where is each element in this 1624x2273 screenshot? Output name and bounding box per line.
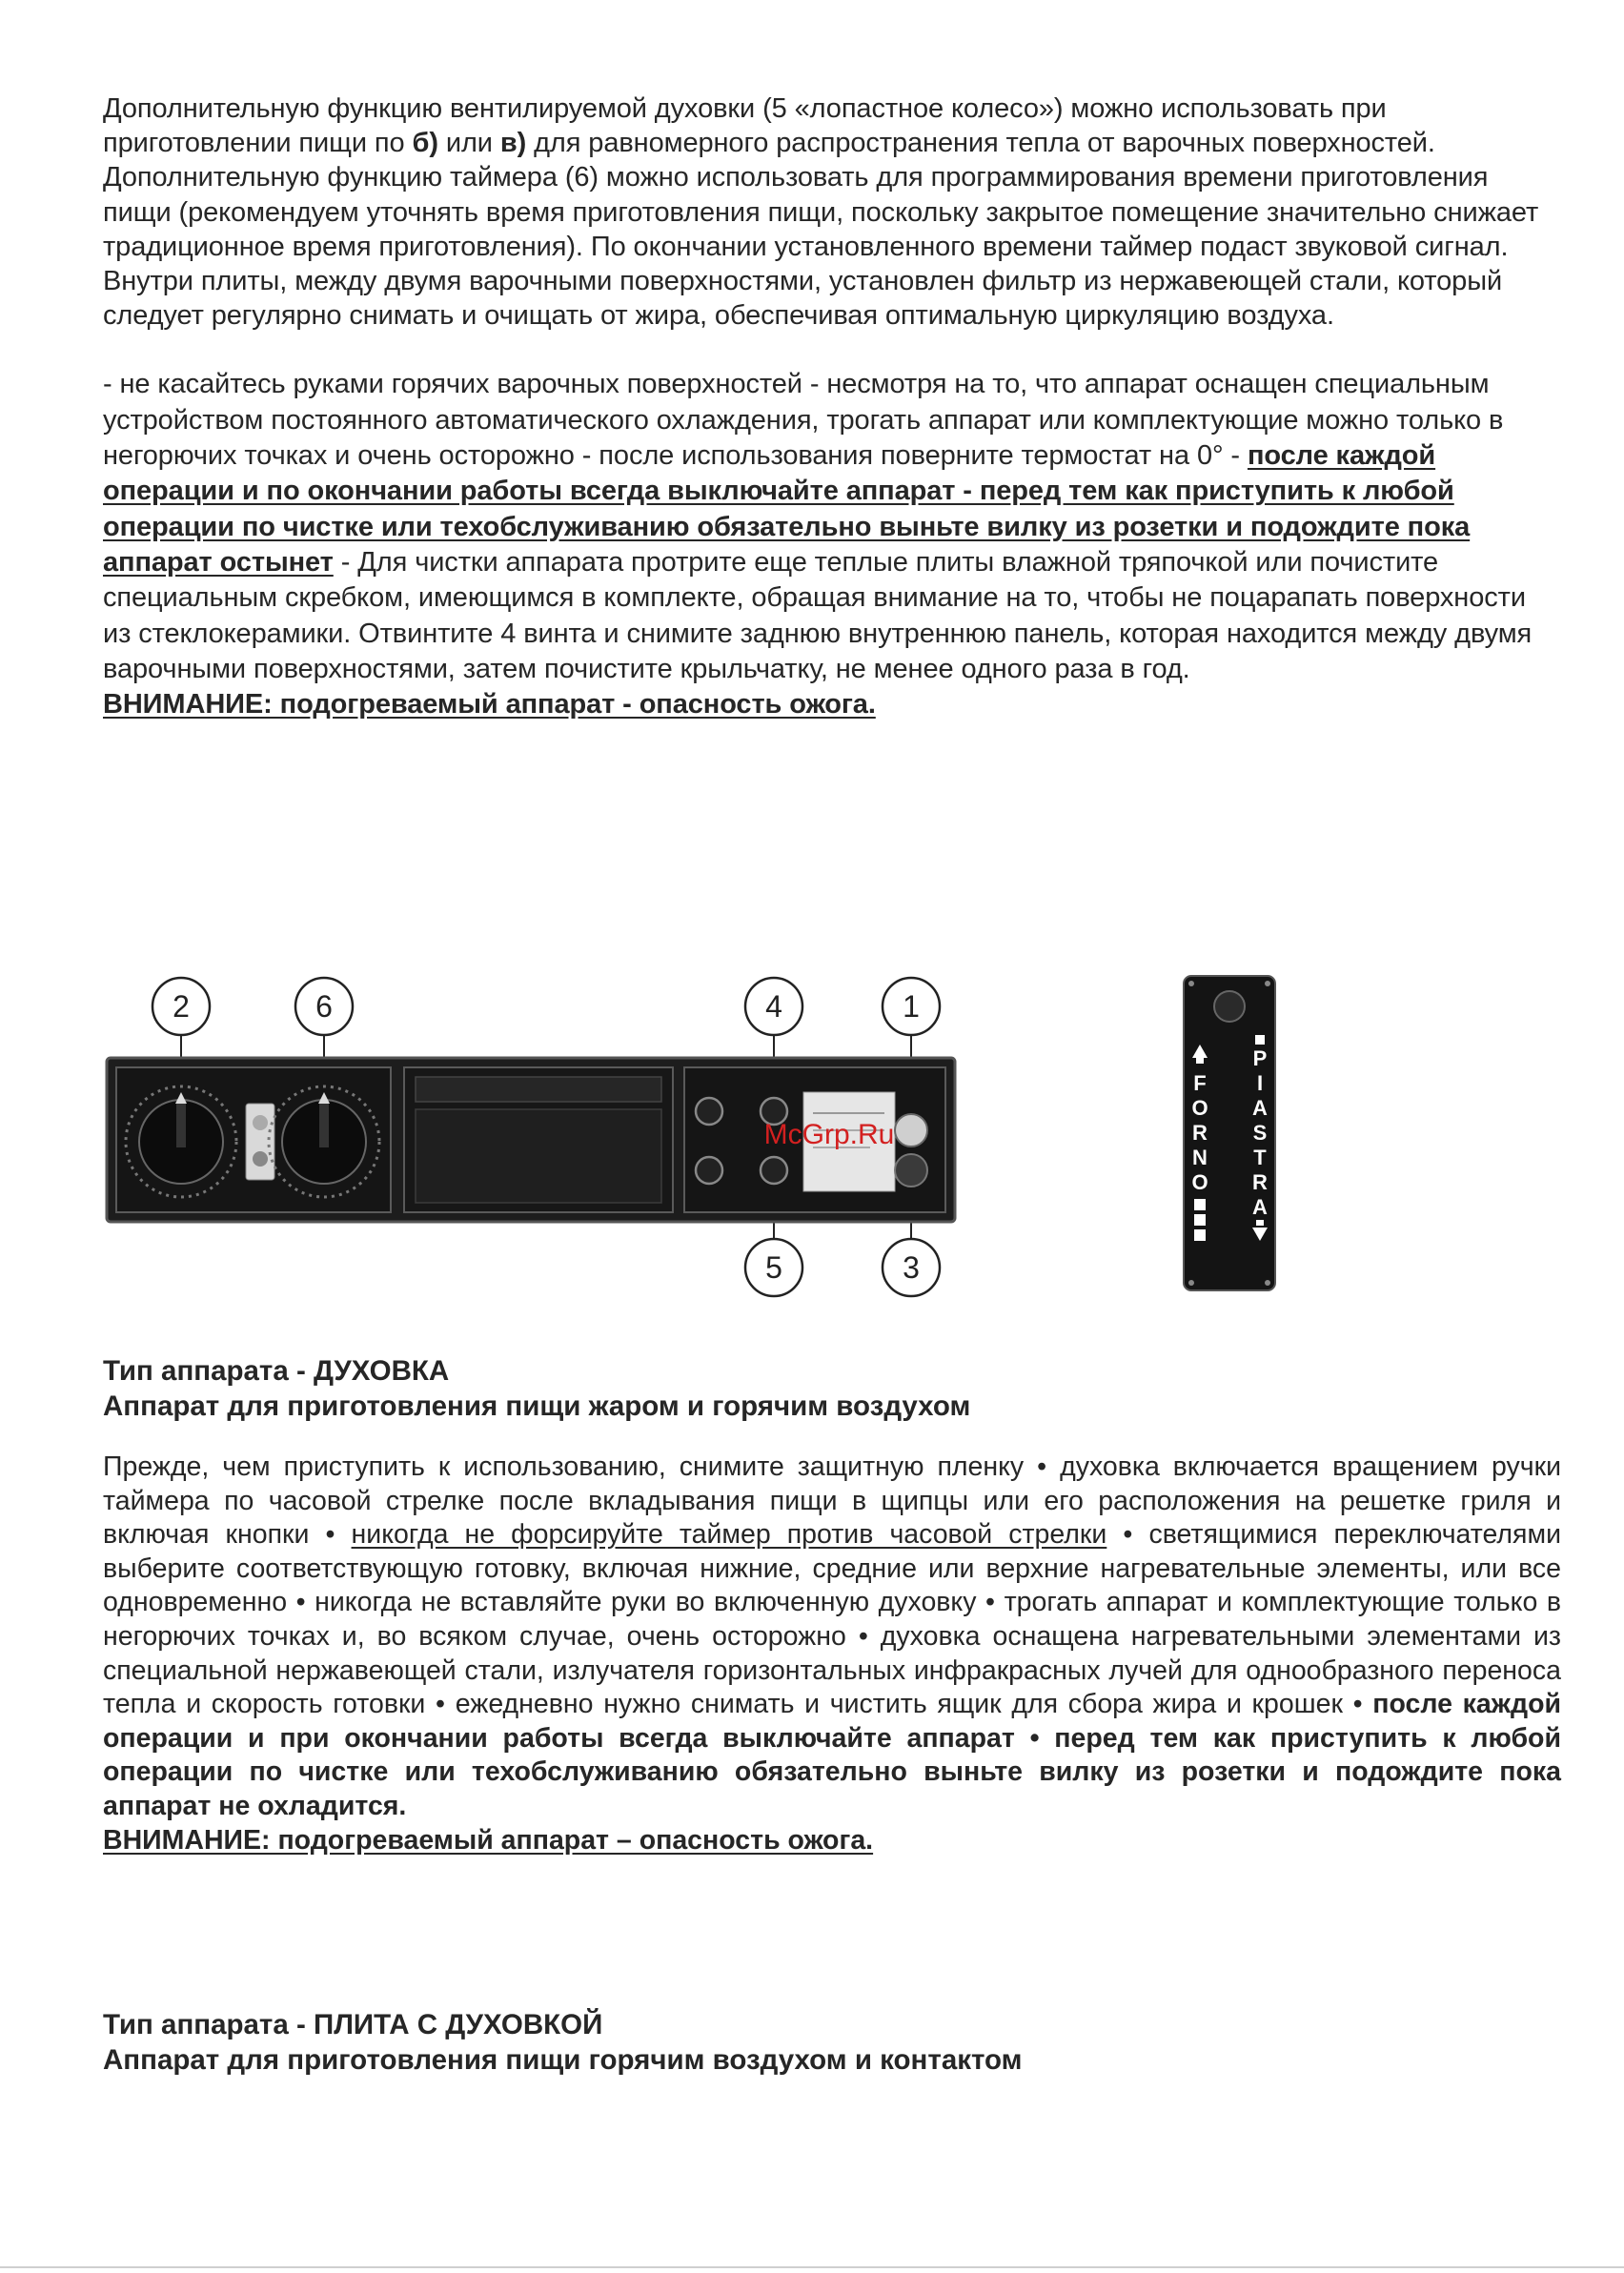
warning-paragraph <box>103 367 1561 687</box>
warning-bold-underlined: после каждой операции и по окончании работы всегда выключайте аппарат - перед тем как приступить к любой операции по чистке или техобслуживанию обязательно выньте вилку из розетки и подождите пока аппарат остынет <box>103 440 1471 578</box>
callout-6 <box>295 978 353 1035</box>
intro-bold-v: в) <box>499 128 527 159</box>
intro-text-2: или <box>437 128 500 159</box>
oven-attention <box>103 1824 1561 1858</box>
forno-letter: R <box>1192 1121 1208 1145</box>
callout-4 <box>745 978 802 1035</box>
warning-text-1: - не касайтесь руками горячих варочных поверхностей - несмотря на то, что аппарат оснащен специальным устройством постоянного автоматического охлаждения, трогать аппарат или комплектующие можно только в негорючих точках и очень осторожно - после использования поверните термостат на 0° - <box>103 369 1504 472</box>
oven-attention-text: ВНИМАНИЕ: подогреваемый аппарат – опасность ожога. <box>103 1824 874 1856</box>
callout-1 <box>883 978 940 1035</box>
intro-text-1: Дополнительную функцию вентилируемой духовки (5 «лопастное колесо») можно использовать при приготовлении пищи по <box>103 93 1387 159</box>
footer-divider <box>0 2266 1624 2268</box>
switch-button-top-left[interactable] <box>696 1098 722 1125</box>
indicator-lamp-top <box>253 1115 268 1130</box>
piastra-letter: A <box>1252 1195 1268 1219</box>
oven-heading: Тип аппарата - ДУХОВКА <box>103 1355 450 1387</box>
callout-3 <box>883 1239 940 1296</box>
oven-text-1: Прежде, чем приступить к использованию, снимите защитную пленку • духовка включается вращением ручки таймера по часовой стрелке после вкладывания пищи в щипцы или его расположения на решетке гриля и включая кнопки • <box>103 1451 1561 1551</box>
svg-text:4: 4 <box>765 989 782 1024</box>
forno-letter: O <box>1191 1096 1208 1120</box>
piastra-letter: P <box>1252 1046 1268 1070</box>
section-stove <box>103 2007 1561 2078</box>
oven-underlined: никогда не форсируйте таймер против часовой стрелки <box>351 1519 1107 1551</box>
timer-paragraph: Дополнительную функцию таймера (6) можно использовать для программирования времени приготовления пищи (рекомендуем уточнять время приготовления пищи, поскольку закрытое помещение значительно снижает традиционное время приготовления). По окончании установленного времени таймер подаст звуковой сигнал. <box>103 162 1539 262</box>
svg-text:3: 3 <box>903 1250 920 1285</box>
switch-button-5[interactable] <box>761 1157 787 1184</box>
piastra-letter: I <box>1256 1071 1264 1095</box>
intro-bold-b: б) <box>412 128 438 159</box>
pilot-light-1 <box>895 1114 927 1147</box>
oven-bold: после каждой операции и при окончании работы всегда выключайте аппарат • перед тем как приступить к любой операции по чистке или техобслуживанию обязательно выньте вилку из розетки и подождите пока аппарат не охладится. <box>103 1689 1562 1821</box>
callout-2 <box>152 978 210 1035</box>
svg-text:6: 6 <box>315 989 333 1024</box>
stove-heading: Тип аппарата - ПЛИТА С ДУХОВКОЙ <box>103 2009 603 2040</box>
indicator-lamp-bottom <box>253 1151 268 1167</box>
section-oven <box>103 1353 1561 1857</box>
attention-text: ВНИМАНИЕ: подогреваемый аппарат - опасность ожога. <box>103 689 876 720</box>
oven-body <box>103 1451 1561 1824</box>
oven-text-2: • светящимися переключателями выберите соответствующую готовку, включая нижние, средние или верхние нагревательные элементы, или все одновременно • никогда не вставляйте руки во включенную духовку • трогать аппарат и комплектующие только в негорючих точках и, во всяком случае, очень осторожно • духовка оснащена нагревательными элементами из специальной нержавеющей стали, излучателя горизонтальных инфракрасных лучей для однообразного переноса тепла и скорость готовки • ежедневно нужно снимать и чистить ящик для сбора жира и крошек • <box>103 1519 1561 1720</box>
forno-piastra-switch[interactable] <box>1184 976 1275 1290</box>
middle-grille-bottom <box>416 1109 661 1203</box>
filter-paragraph: Внутри плиты, между двумя варочными поверхностями, установлен фильтр из нержавеющей стали, который следует регулярно снимать и очищать от жира, обеспечивая оптимальную циркуляцию воздуха. <box>103 266 1503 332</box>
svg-text:2: 2 <box>173 989 190 1024</box>
middle-grille-top <box>416 1077 661 1102</box>
piastra-letter: A <box>1252 1096 1268 1120</box>
forno-letter: F <box>1193 1071 1207 1095</box>
warning-text-2: - Для чистки аппарата протрите еще теплые плиты влажной тряпочкой или почистите специальным скребком, имеющимся в комплекте, обращая внимание на то, чтобы не поцарапать поверхности из стеклокерамики. Отвинтите 4 винта и снимите заднюю внутреннюю панель, которая находится между двумя варочными поверхностями, затем почистите крыльчатку, не менее одного раза в год. <box>103 546 1533 684</box>
svg-text:5: 5 <box>765 1250 782 1285</box>
callout-5 <box>745 1239 802 1296</box>
forno-letter: N <box>1192 1146 1208 1169</box>
piastra-letter: S <box>1252 1121 1268 1145</box>
watermark: McGrp.Ru <box>763 1119 895 1150</box>
oven-subheading: Аппарат для приготовления пищи жаром и горячим воздухом <box>103 1390 971 1422</box>
warning-attention <box>103 687 1561 722</box>
pilot-light-3 <box>895 1154 927 1187</box>
piastra-letter: T <box>1253 1146 1267 1169</box>
intro-text-3: для равномерного распространения тепла от варочных поверхностей. <box>526 128 1435 159</box>
intro-block <box>103 91 1561 722</box>
forno-letter: O <box>1191 1170 1208 1194</box>
switch-button-bottom-left[interactable] <box>696 1157 722 1184</box>
intro-paragraph <box>103 91 1561 160</box>
piastra-letter: R <box>1252 1170 1268 1194</box>
control-panel-figure <box>103 970 1313 1304</box>
svg-text:1: 1 <box>903 989 920 1024</box>
stove-subheading: Аппарат для приготовления пищи горячим воздухом и контактом <box>103 2044 1023 2076</box>
